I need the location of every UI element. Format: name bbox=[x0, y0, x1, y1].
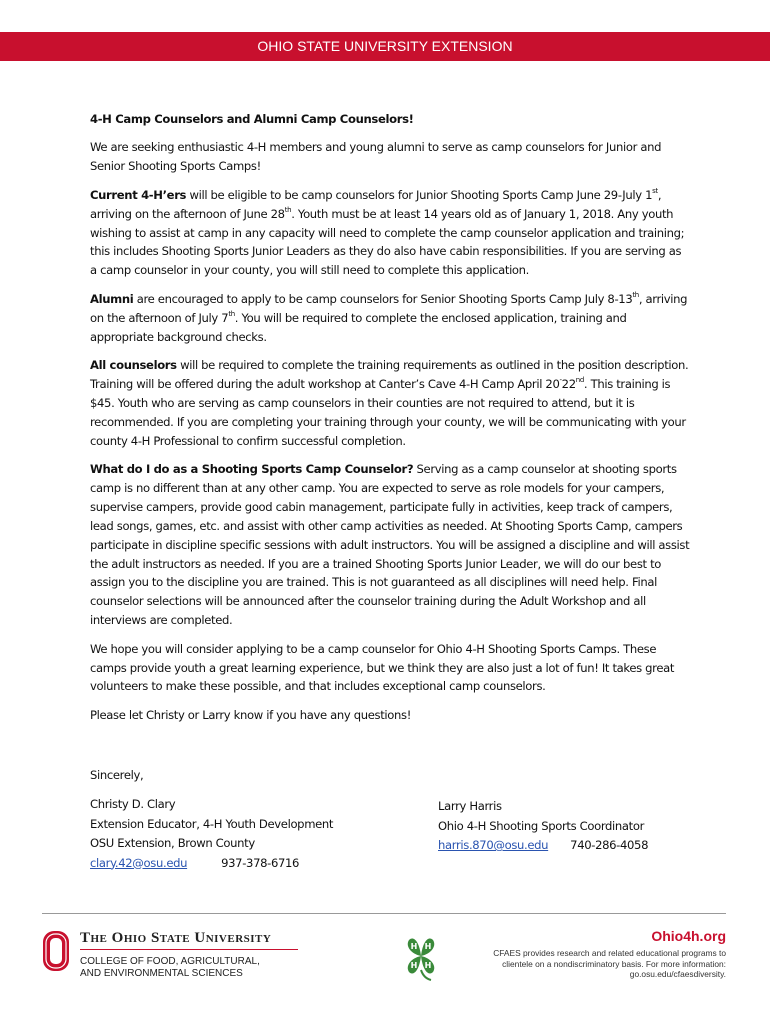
alumni-lead: Alumni bbox=[90, 291, 134, 306]
all-counselors-lead: All counselors bbox=[90, 357, 177, 372]
p2-sup-1: st bbox=[652, 186, 658, 195]
p2-text-c: . Youth must be at least 14 years old as of January 1, 2018. Any youth wishing to assist at camp in any capacity will need to complete the camp counselor application and training; this includes Shooting Sports Junior Leaders as they do also have cabin responsibilities. If you are serving as a camp counselor in your county, you will still need to complete this application. bbox=[90, 206, 685, 278]
p3-text-c: . You will be required to complete the enclosed application, training and appropriate background checks. bbox=[90, 310, 627, 344]
clover-letter-3: H bbox=[410, 961, 418, 970]
signer-left-org: OSU Extension, Brown County bbox=[90, 836, 255, 850]
nondiscrimination-statement: CFAES provides research and related educational programs to clientele on a nondiscriminatory basis. For more information: go.osu.edu/cfaesdiversity. bbox=[493, 948, 726, 979]
p3-text-b: , arriving on the afternoon of July 7 bbox=[90, 291, 688, 325]
ohio4h-link[interactable]: Ohio4h.org bbox=[651, 928, 726, 944]
p3-text-a: are encouraged to apply to be camp counselors for Senior Shooting Sports Camp July 8-13 bbox=[133, 291, 633, 306]
current-4h-paragraph bbox=[90, 186, 690, 281]
p4-text-b: 22 bbox=[561, 376, 576, 391]
p3-sup-1: th bbox=[632, 290, 639, 299]
closing: Sincerely, bbox=[90, 768, 144, 782]
p2-text-b: , arriving on the afternoon of June 28 bbox=[90, 187, 662, 221]
duties-lead: What do I do as a Shooting Sports Camp Counselor? bbox=[90, 462, 414, 476]
wordmark-rule bbox=[80, 949, 298, 950]
all-counselors-paragraph bbox=[90, 356, 690, 451]
p3-sup-2: th bbox=[228, 309, 235, 318]
osu-wordmark: The Ohio State University bbox=[80, 930, 272, 946]
p4-sup-1: - bbox=[559, 376, 562, 385]
signer-left-name: Christy D. Clary bbox=[90, 797, 176, 811]
signer-left-email-link[interactable]: clary.42@osu.edu bbox=[90, 855, 188, 870]
clover-letter-1: H bbox=[410, 942, 418, 951]
letter-heading: 4-H Camp Counselors and Alumni Camp Counselors! bbox=[90, 112, 414, 126]
p2-text-a: will be eligible to be camp counselors for Junior Shooting Sports Camp June 29-July 1 bbox=[186, 187, 653, 202]
footer-divider bbox=[42, 913, 726, 914]
letter-body bbox=[90, 110, 690, 734]
osu-cfaes-logo bbox=[42, 930, 302, 989]
p4-text-c: . This training is $45. Youth who are serving as camp counselors in their counties are not required to attend, but it is recommended. If you are completing your training through your county, we will be communicating with your county 4-H Professional to confirm successful completion. bbox=[90, 376, 686, 448]
intro-paragraph: We are seeking enthusiastic 4-H members and young alumni to serve as camp counselors for Junior and Senior Shooting Sports Camps! bbox=[90, 140, 662, 174]
signer-right-contact bbox=[438, 836, 738, 856]
signer-left bbox=[90, 795, 410, 873]
questions-paragraph: Please let Christy or Larry know if you have any questions! bbox=[90, 707, 411, 722]
4h-clover-icon bbox=[397, 932, 445, 987]
alumni-paragraph bbox=[90, 290, 690, 347]
college-name bbox=[80, 956, 320, 980]
signer-right-phone: 740-286-4058 bbox=[570, 838, 649, 852]
signer-right-email-link[interactable]: harris.870@osu.edu bbox=[438, 838, 549, 852]
college-line-2: AND ENVIRONMENTAL SCIENCES bbox=[80, 968, 243, 979]
signer-right bbox=[438, 797, 738, 856]
current-4h-lead: Current 4-H’ers bbox=[90, 187, 187, 202]
hope-paragraph: We hope you will consider applying to be a camp counselor for Ohio 4-H Shooting Sports Camps. These camps provide youth a great learning experience, but we think they are also just a lot of fun! It takes great volunteers to make these possible, and that includes exceptional camp counselors. bbox=[90, 641, 675, 694]
clover-letter-2: H bbox=[424, 942, 432, 951]
college-line-1: COLLEGE OF FOOD, AGRICULTURAL, bbox=[80, 956, 260, 967]
extension-banner: OHIO STATE UNIVERSITY EXTENSION bbox=[0, 32, 770, 61]
clover-letter-4: H bbox=[424, 961, 432, 970]
p4-text-a: will be required to complete the training requirements as outlined in the position description. Training will be offered during the adult workshop at Canter’s Cave 4-H Camp April 20 bbox=[90, 357, 689, 391]
p4-sup-2: nd bbox=[575, 376, 584, 385]
signer-right-name: Larry Harris bbox=[438, 799, 502, 813]
duties-paragraph bbox=[90, 460, 690, 630]
p2-sup-2: th bbox=[284, 205, 292, 214]
footer-info bbox=[486, 928, 726, 980]
p5-text: Serving as a camp counselor at shooting sports camp is no different than at any other camp. You are expected to serve as role models for your campers, supervise campers, provide good cabin management, participate fully in activities, keep track of campers, lead songs, games, etc. and assist with other camp activities as needed. At Shooting Sports Camp, campers participate in discipline specific sessions with adult instructors. You will be assigned a discipline and will assist the adult instructors as needed. If you are a trained Shooting Sports Junior Leader, we will do our best to assign you to the discipline you are trained. This is not guaranteed as all disciplines will need help. Final counselor selections will be announced after the counselor training during the Adult Workshop and all interviews are completed. bbox=[90, 462, 690, 628]
signer-left-phone: 937-378-6716 bbox=[221, 855, 300, 870]
signer-left-title: Extension Educator, 4-H Youth Development bbox=[90, 816, 334, 831]
signer-left-contact bbox=[90, 854, 410, 874]
signer-right-title: Ohio 4-H Shooting Sports Coordinator bbox=[438, 818, 645, 833]
